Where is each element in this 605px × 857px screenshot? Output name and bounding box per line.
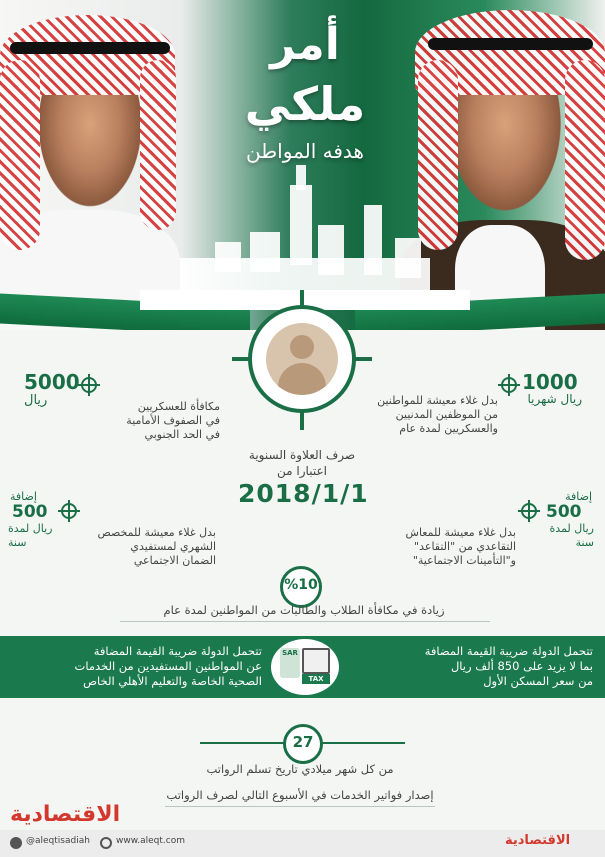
right-person-ghutra-side2	[565, 60, 605, 260]
twitter-icon	[10, 837, 22, 849]
left-mid-suffix-1: ريال لمدة	[8, 522, 53, 535]
left-top-desc-3: في الحد الجنوبي	[144, 428, 220, 441]
target-icon-left-top	[78, 374, 100, 396]
right-mid-suffix-2: سنة	[575, 536, 594, 549]
students-percent: %10	[284, 577, 318, 593]
left-top-currency: ريال	[24, 393, 48, 408]
left-person-ghutra-side2	[140, 60, 176, 230]
right-person-agal	[428, 38, 593, 50]
left-person-agal	[10, 42, 170, 54]
left-person-ghutra-side	[0, 60, 40, 250]
salary-line-2: إصدار فواتير الخدمات في الأسبوع التالي لصرف الرواتب	[166, 788, 434, 802]
right-mid-prefix: إضافة	[565, 490, 592, 503]
band-right-line-3: من سعر المسكن الأول	[483, 674, 593, 688]
globe-icon	[100, 837, 112, 849]
right-top-currency: ريال شهريا	[527, 392, 582, 406]
left-top-amount: 5000	[24, 370, 80, 394]
left-mid-prefix: إضافة	[10, 490, 37, 503]
allowance-line-1: صرف العلاوة السنوية	[248, 448, 356, 462]
target-icon-left-mid	[58, 500, 80, 522]
right-mid-desc-2: التقاعدي من "التقاعد"	[414, 540, 516, 553]
tax-label-icon: TAX	[302, 674, 330, 684]
right-mid-suffix-1: ريال لمدة	[549, 522, 594, 535]
skyline-tower-6	[395, 238, 421, 278]
left-mid-desc-2: الشهري لمستفيدي	[130, 540, 216, 553]
hero-banner	[0, 0, 605, 330]
avatar-body	[278, 363, 326, 395]
salary-underline	[165, 806, 435, 807]
avatar-icon	[266, 323, 338, 395]
brand-logo: الاقتصادية	[10, 802, 121, 827]
website-link[interactable]: www.aleqt.com	[116, 836, 185, 846]
title-line-2: ملكي	[244, 77, 366, 131]
right-top-desc-2: من الموظفين المدنيين	[395, 408, 498, 421]
right-person-ghutra-side	[418, 60, 458, 250]
target-icon-right-mid	[518, 500, 540, 522]
right-mid-amount: 500	[546, 502, 582, 522]
skyline-tower-5	[250, 232, 280, 272]
students-underline	[120, 621, 490, 622]
brand-logo-small: الاقتصادية	[505, 833, 571, 848]
skyline-tower-7	[215, 242, 241, 272]
left-mid-amount: 500	[12, 502, 48, 522]
band-right-line-1: تتحمل الدولة ضريبة القيمة المضافة	[424, 644, 593, 658]
salary-line-left	[200, 742, 285, 744]
skyline-tower-4	[318, 225, 344, 275]
band-right-line-2: بما لا يزيد على 850 ألف ريال	[450, 659, 593, 673]
band-left-line-2: عن المواطنين المستفيدين من الخدمات	[74, 659, 262, 673]
skyline-tower-3	[364, 205, 382, 275]
salary-day: 27	[292, 733, 314, 751]
left-mid-desc-1: بدل غلاء معيشة للمخصص	[97, 526, 216, 539]
right-mid-desc-3: و"التأمينات الاجتماعية"	[412, 554, 516, 567]
allowance-line-2: اعتبارا من	[277, 464, 327, 478]
salary-line-right	[320, 742, 405, 744]
right-top-amount: 1000	[522, 370, 578, 394]
right-mid-desc-1: بدل غلاء معيشة للمعاش	[405, 526, 516, 539]
title-line-1: أمر	[270, 19, 340, 70]
left-mid-suffix-2: سنة	[8, 536, 27, 549]
right-top-desc-3: والعسكريين لمدة عام	[399, 422, 498, 435]
calculator-icon	[302, 648, 330, 674]
students-desc: زيادة في مكافأة الطلاب والطالبات من المواطنين لمدة عام	[163, 603, 445, 617]
salary-line-1: من كل شهر ميلادي تاريخ تسلم الرواتب	[206, 762, 394, 776]
subtitle: هدفه المواطن	[246, 139, 364, 163]
sar-tag-icon: SAR	[280, 648, 300, 678]
band-left-line-1: تتحمل الدولة ضريبة القيمة المضافة	[93, 644, 262, 658]
allowance-date: 2018/1/1	[238, 479, 369, 508]
right-top-desc-1: بدل غلاء معيشة للمواطنين	[377, 394, 498, 407]
twitter-handle[interactable]: @aleqtisadiah	[26, 836, 90, 846]
left-top-desc-1: مكافأة للعسكريين	[137, 400, 220, 413]
avatar-head	[290, 335, 314, 359]
left-top-desc-2: في الصفوف الأمامية	[126, 414, 220, 427]
skyline-tower-2	[296, 165, 306, 190]
left-mid-desc-3: الضمان الاجتماعي	[133, 554, 216, 567]
band-left-line-3: الصحية الخاصة والتعليم الأهلي الخاص	[83, 674, 262, 688]
skyline-tower-1	[290, 185, 312, 265]
